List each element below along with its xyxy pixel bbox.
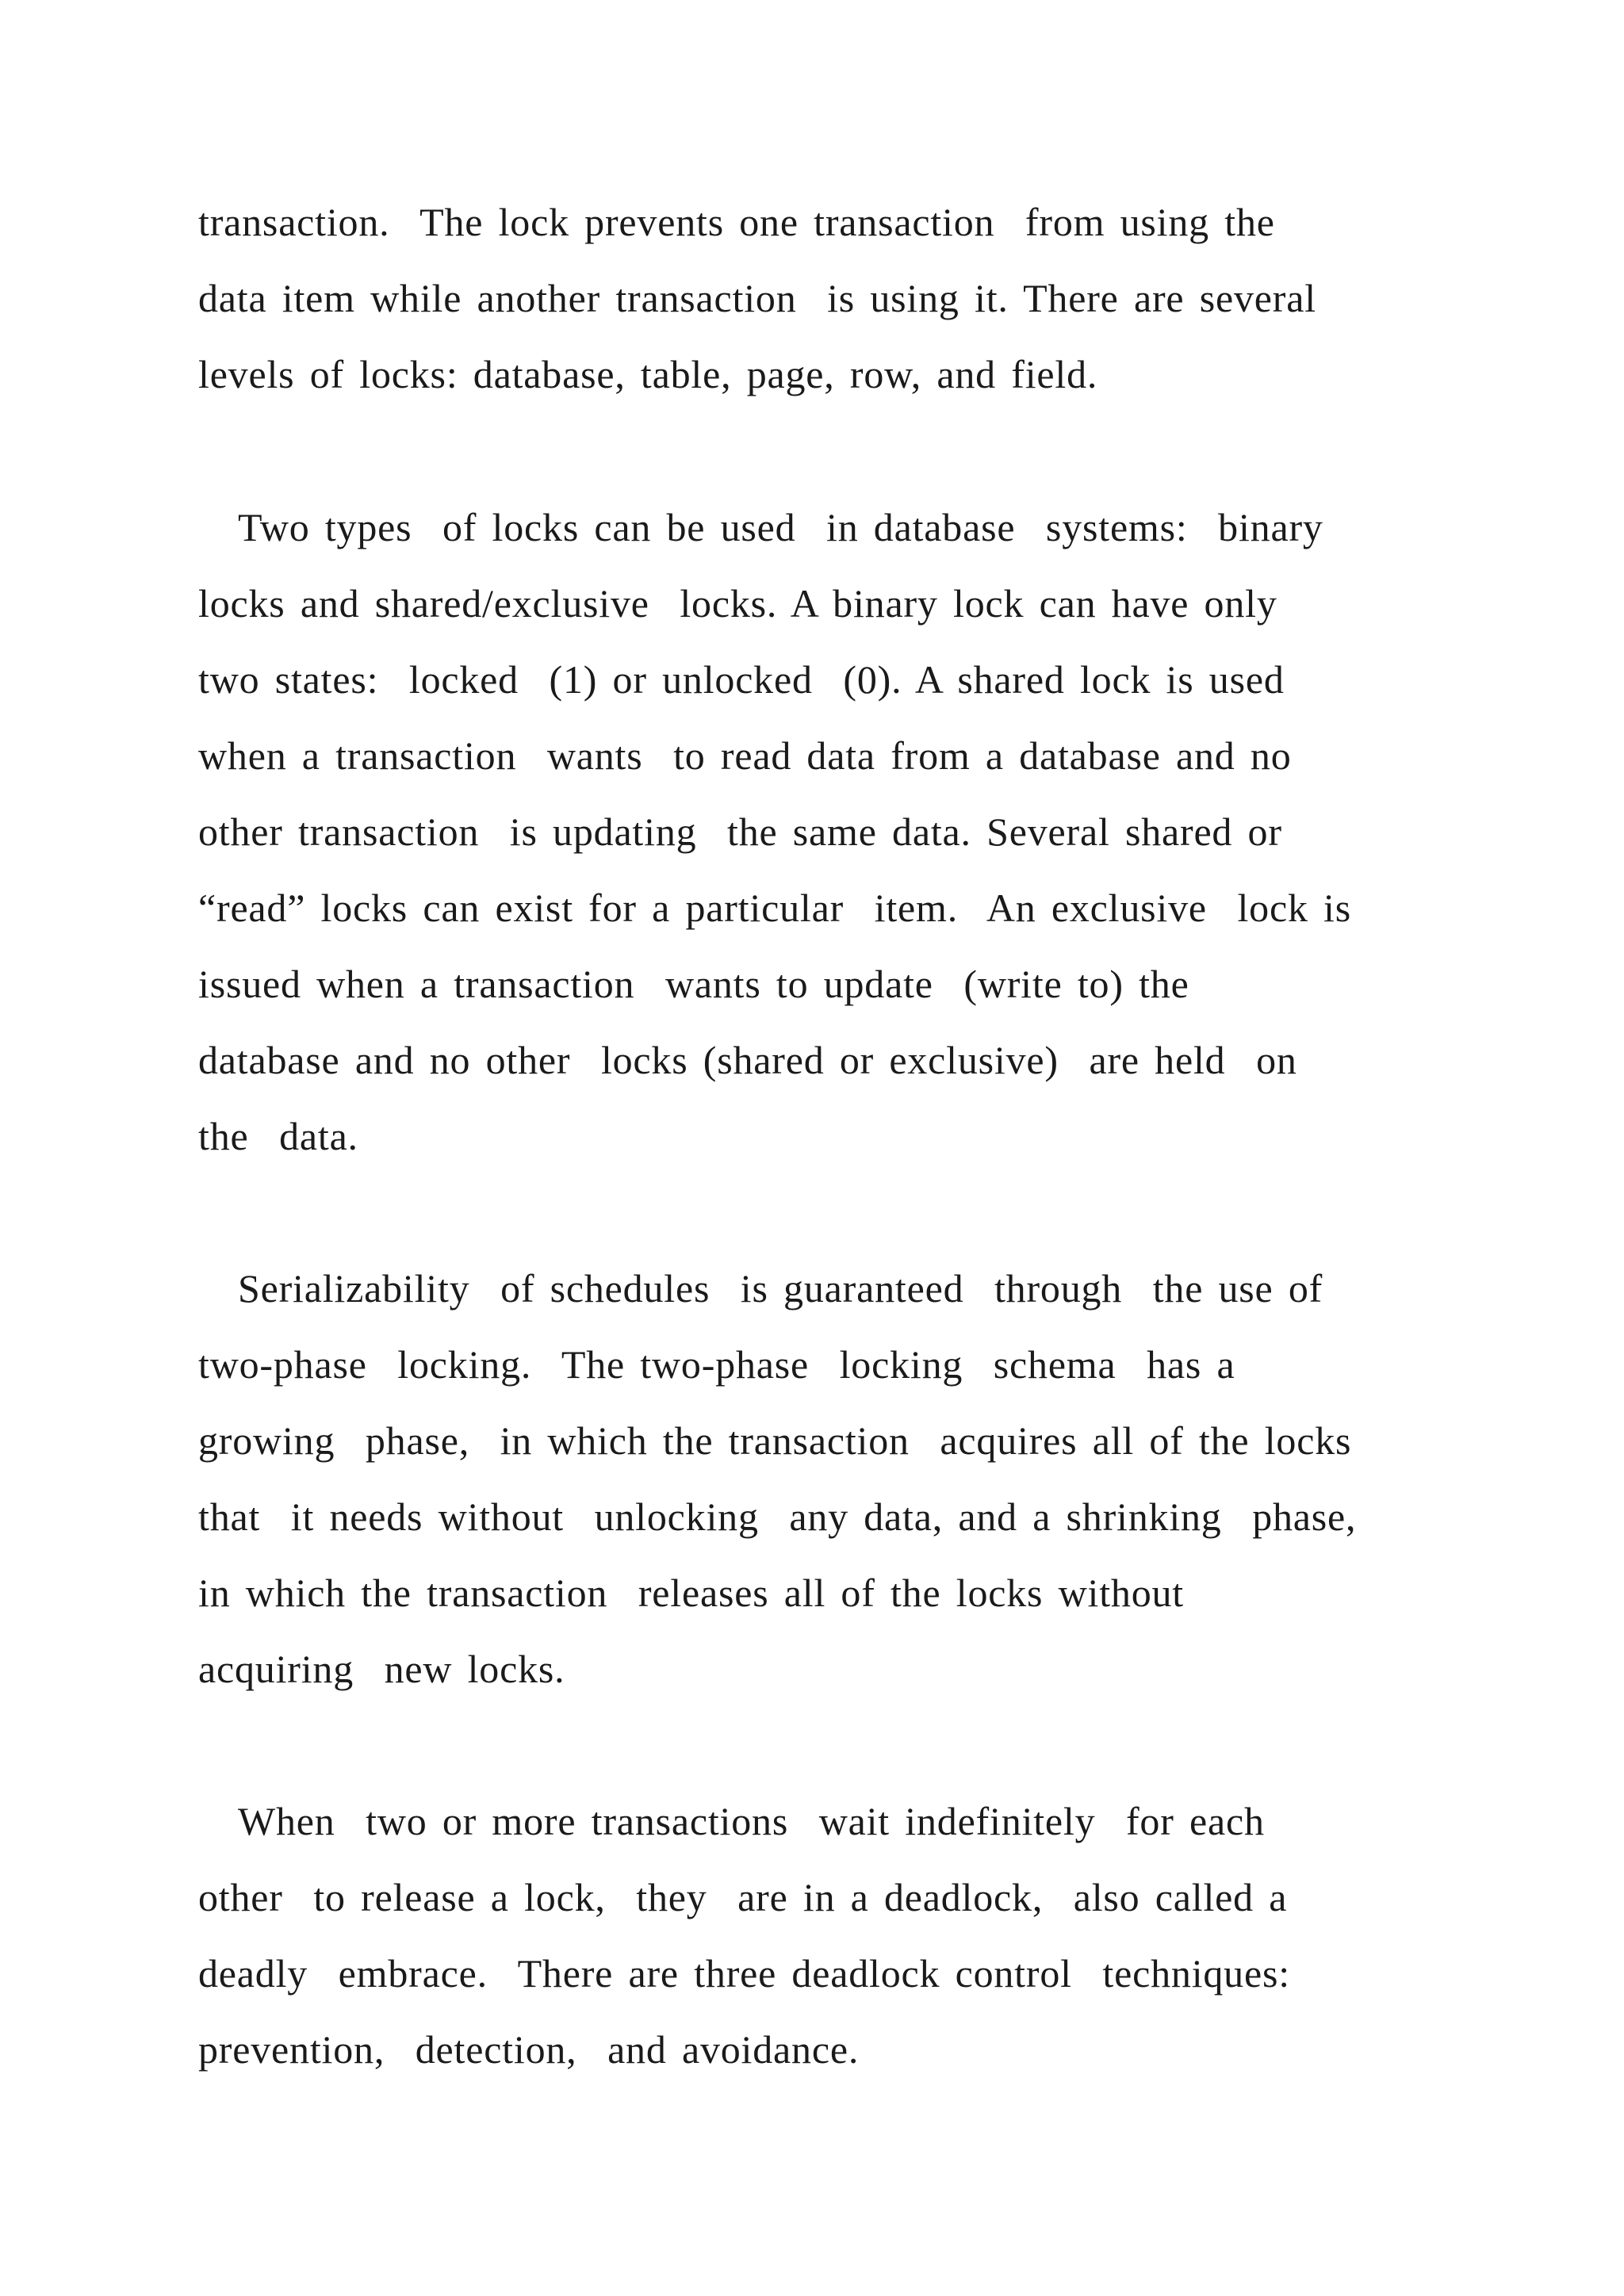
text-line: issued when a transaction wants to update (write to) the (198, 962, 1189, 1006)
text-line: deadly embrace. There are three deadlock control techniques: (198, 1951, 1290, 1996)
text-line: Serializability of schedules is guaranteed through the use of (238, 1266, 1323, 1311)
text-line: two states: locked (1) or unlocked (0). A shared lock is used (198, 657, 1285, 702)
text-line: when a transaction wants to read data from a database and no (198, 733, 1292, 778)
text-line: database and no other locks (shared or exclusive) are held on (198, 1038, 1297, 1082)
text-line: locks and shared/exclusive locks. A binary lock can have only (198, 581, 1277, 626)
text-line: in which the transaction releases all of the locks without (198, 1571, 1184, 1615)
text-line: other transaction is updating the same data. Several shared or (198, 809, 1282, 854)
text-line: the data. (198, 1114, 358, 1158)
text-line: acquiring new locks. (198, 1647, 565, 1691)
text-line: Two types of locks can be used in database systems: binary (238, 505, 1323, 549)
text-line: other to release a lock, they are in a deadlock, also called a (198, 1875, 1288, 1919)
text-line: two-phase locking. The two-phase locking schema has a (198, 1342, 1235, 1387)
text-line: that it needs without unlocking any data, and a shrinking phase, (198, 1494, 1357, 1539)
text-line: levels of locks: database, table, page, row, and field. (198, 352, 1098, 396)
text-line: prevention, detection, and avoidance. (198, 2027, 860, 2072)
text-line: data item while another transaction is using it. There are several (198, 276, 1316, 320)
text-line: When two or more transactions wait indefinitely for each (238, 1799, 1265, 1843)
text-line: growing phase, in which the transaction acquires all of the locks (198, 1418, 1352, 1463)
text-line: transaction. The lock prevents one transaction from using the (198, 200, 1275, 244)
text-line: “read” locks can exist for a particular item. An exclusive lock is (198, 886, 1351, 930)
